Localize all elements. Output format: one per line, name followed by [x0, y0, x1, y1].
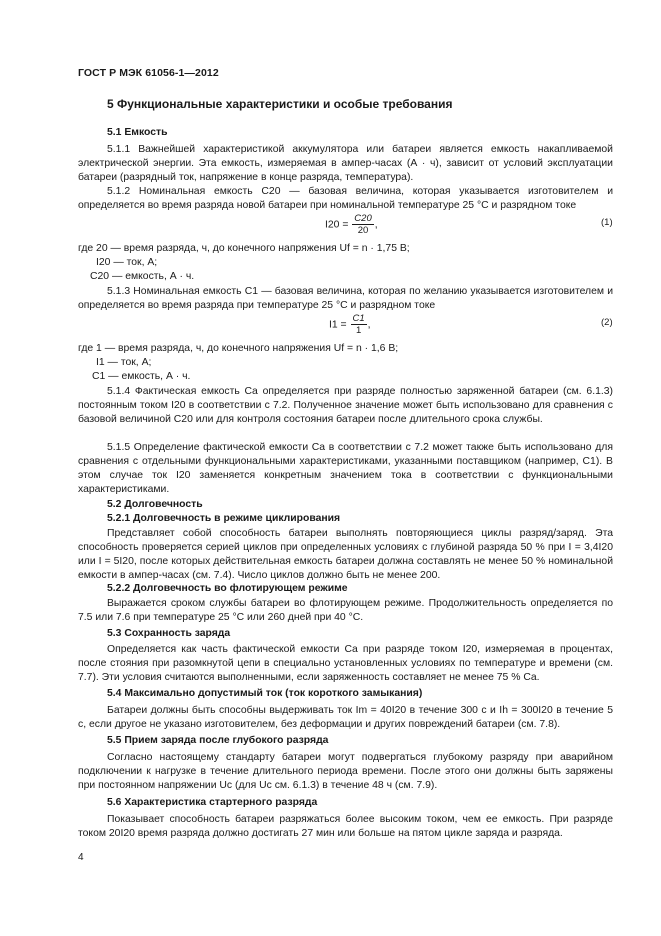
paragraph-5-1-5: 5.1.5 Определение фактической емкости Ca в соответствии с 7.2 может также быть использовано для сравнения с отдельными функциональными характеристиками, указанными поставщиком (например, C1). В этом случае ток I20 заменяется конкретным значением тока в соответствии с функциональными характеристиками.	[78, 442, 613, 495]
definition-time-20: где 20 — время разряда, ч, до конечного напряжения Uf = n · 1,75 В;	[78, 243, 410, 254]
formula-1-denominator: 20	[357, 225, 369, 236]
formula-1-lhs: I20 =	[325, 219, 349, 231]
subsection-5-3-title: 5.3 Сохранность заряда	[107, 628, 231, 639]
formula-2-numerator: C1	[352, 313, 365, 324]
definition-time-1: где 1 — время разряда, ч, до конечного напряжения Uf = n · 1,6 В;	[78, 343, 399, 354]
paragraph-5-5: Согласно настоящему стандарту батареи могут подвергаться глубокому разряду при аварийном подключении к нагрузке в течение длительного периода времени. После этого они должны быть заряжены при постоянном напряжении Uc (для Uc см. 6.1.3) в течение 48 ч (см. 7.9).	[78, 752, 613, 791]
subsection-5-4-title: 5.4 Максимально допустимый ток (ток короткого замыкания)	[107, 688, 423, 699]
paragraph-5-1-2: 5.1.2 Номинальная емкость C20 — базовая величина, которая указывается изготовителем и определяется во время разряда новой батареи при номинальной температуре 25 °С и разрядном токе	[78, 186, 613, 211]
page-number: 4	[78, 852, 84, 863]
formula-2: I1 = $\frac{C1}{1}$ ,	[329, 313, 371, 336]
formula-1-numerator: C20	[354, 213, 372, 224]
subsection-5-1-title: 5.1 Емкость	[107, 127, 168, 138]
formula-2-lhs: I1 =	[329, 319, 347, 331]
section-title: 5 Функциональные характеристики и особые требования	[107, 97, 453, 111]
paragraph-5-1-3: 5.1.3 Номинальная емкость C1 — базовая величина, которая по желанию указывается изготовителем и определяется во время разряда при температуре 25 °С и разрядном токе	[78, 286, 613, 311]
equation-number-1: (1)	[601, 217, 613, 228]
formula-2-fraction	[351, 313, 367, 336]
definition-current-1: I1 — ток, А;	[96, 357, 152, 368]
paragraph-5-3: Определяется как часть фактической емкости Ca при разряде током I20, измеряемая в процентах, после стояния при разомкнутой цепи в специально установленных условиях по температуре и времени (см. 7.7). Эти условия считаются выполненными, если заряженность составляет не менее 75 % Ca.	[78, 644, 613, 683]
paragraph-5-2-2: Выражается сроком службы батареи во флотирующем режиме. Продолжительность определяется по 7.5 или 7.6 при температуре 25 °С или 260 дней при 40 °С.	[78, 598, 613, 623]
subsection-5-2-2-title: 5.2.2 Долговечность во флотирующем режиме	[107, 583, 348, 594]
subsection-5-5-title: 5.5 Прием заряда после глубокого разряда	[107, 735, 329, 746]
subsection-5-2-title: 5.2 Долговечность	[107, 499, 203, 510]
formula-1: I20 = $\frac{C20}{20}$ ,	[325, 213, 378, 236]
formula-2-denominator: 1	[355, 325, 362, 336]
definition-capacity-1: C1 — емкость, А · ч.	[92, 371, 191, 382]
subsection-5-6-title: 5.6 Характеристика стартерного разряда	[107, 797, 318, 808]
equation-number-2: (2)	[601, 317, 613, 328]
paragraph-5-4: Батареи должны быть способны выдерживать ток Im = 40I20 в течение 300 с и Ih = 300I20 в течение 5 с, если другое не указано изготовителем, без деформации и других повреждений батареи (см. 7.8).	[78, 705, 613, 730]
formula-1-fraction	[352, 213, 373, 236]
subsection-5-2-1-title: 5.2.1 Долговечность в режиме циклирования	[107, 513, 341, 524]
standard-header: ГОСТ Р МЭК 61056-1—2012	[78, 67, 219, 79]
definition-capacity-20: C20 — емкость, А · ч.	[90, 271, 195, 282]
paragraph-5-1-4: 5.1.4 Фактическая емкость Ca определяется при разряде полностью заряженной батареи (см. 6.1.3) постоянным током I20 в соответствии с 7.2. Полученное значение может быть использовано для сравнения с базовой величиной C20 или для контроля состояния батареи после длительного срока службы.	[78, 386, 613, 425]
paragraph-5-6: Показывает способность батареи разряжаться более высоким током, чем ее емкость. При разряде током 20I20 время разряда должно достигать 27 мин или больше на пятом цикле заряда и разряда.	[78, 814, 613, 839]
paragraph-5-2-1: Представляет собой способность батареи выполнять повторяющиеся циклы разряд/заряд. Эта способность проверяется серией циклов при определенных условиях с глубиной разряда 50 % при I = 3,4I20 или I = 5I20, после которых действительная емкость батареи должна составлять не менее 50 % номинальной емкости в ампер-часах (см. 7.4). Число циклов должно быть не менее 200.	[78, 528, 613, 581]
definition-current-20: I20 — ток, А;	[96, 257, 158, 268]
paragraph-5-1-1: 5.1.1 Важнейшей характеристикой аккумулятора или батареи является емкость накапливаемой электрической энергии. Эта емкость, измеряемая в ампер-часах (А · ч), зависит от условий эксплуатации батареи (разрядный ток, напряжение в конце разряда, температура).	[78, 144, 613, 183]
